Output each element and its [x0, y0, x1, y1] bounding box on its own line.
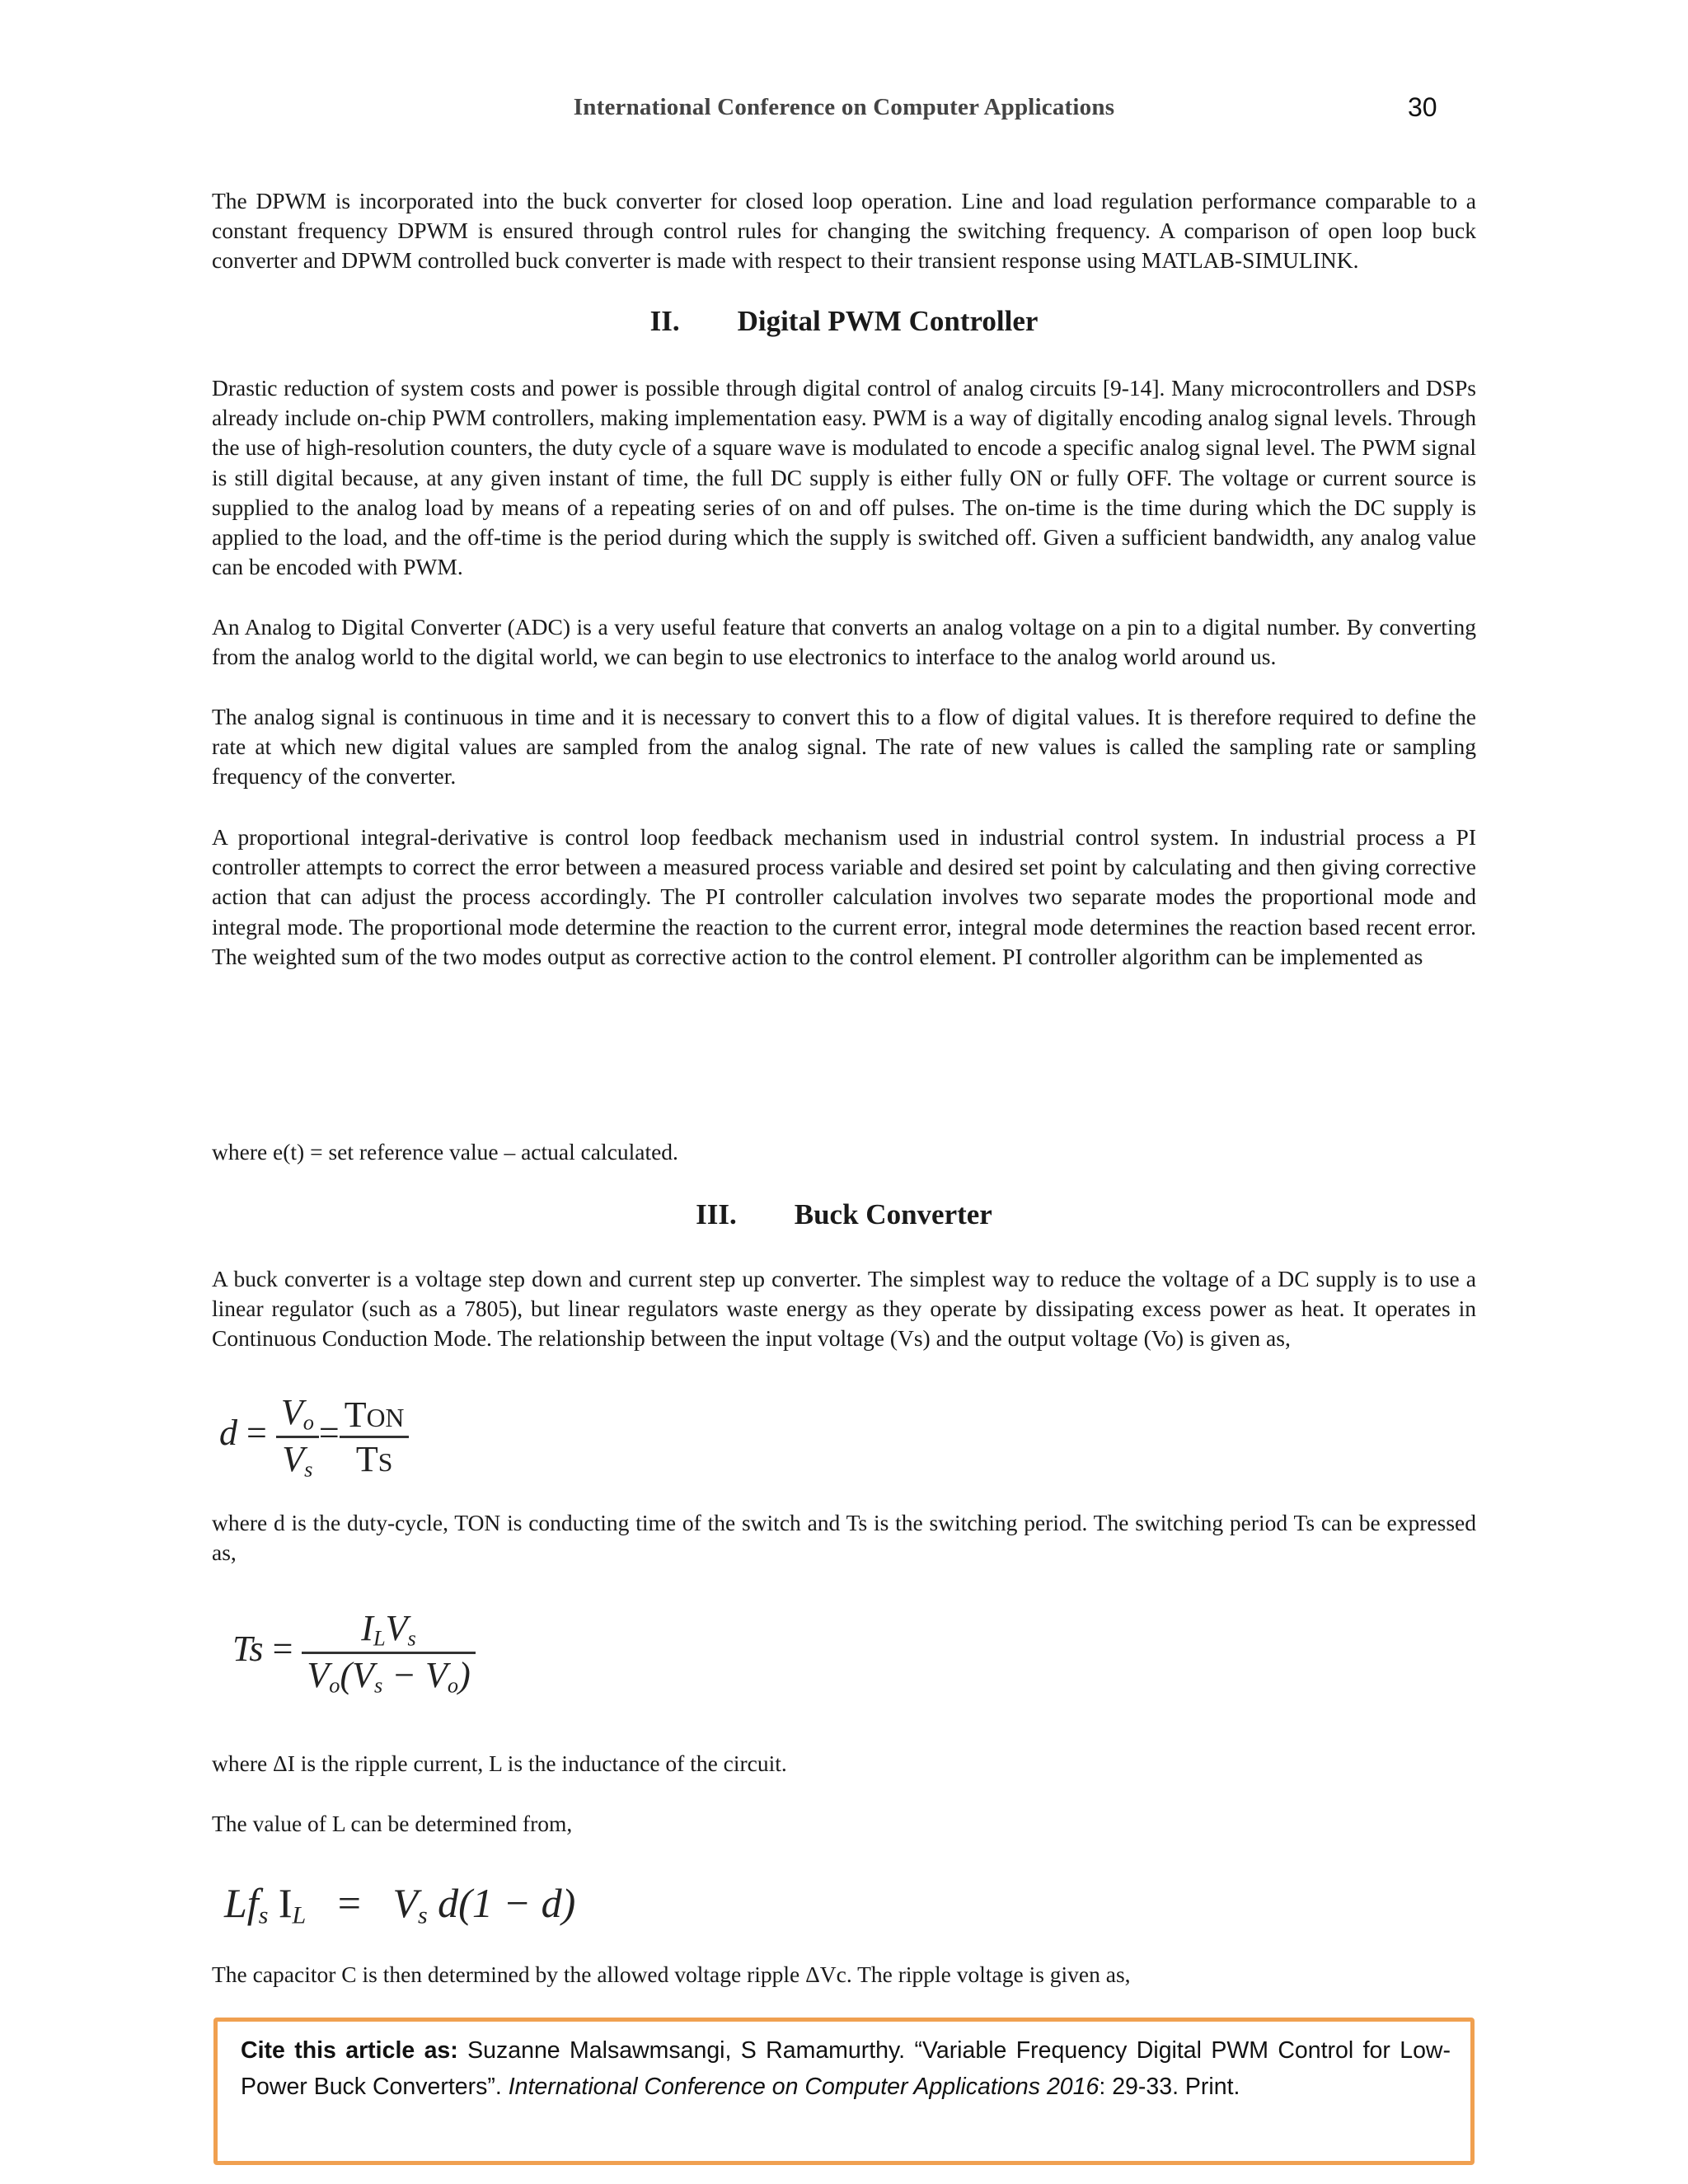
citation-venue: International Conference on Computer Applications 2016: [508, 2074, 1100, 2100]
eq-subscript: s: [417, 1901, 428, 1929]
eq-subscript: S: [377, 1447, 393, 1477]
page-number: 30: [1408, 92, 1437, 122]
eq-symbol: I: [361, 1608, 373, 1648]
duty-cycle-equation: [219, 1391, 409, 1482]
capacitor-paragraph: The capacitor C is then determined by the allowed voltage ripple ΔVc. The ripple voltage is given as,: [212, 1961, 1131, 1987]
eq-symbol: V: [392, 1880, 418, 1926]
section-number: III.: [696, 1198, 737, 1230]
eq-fraction: [276, 1391, 319, 1482]
eq-subscript: L: [373, 1625, 386, 1651]
eq-symbol: V: [282, 1438, 305, 1479]
eq-symbol: V: [307, 1654, 330, 1695]
eq-subscript: s: [258, 1901, 269, 1929]
inductance-intro: The value of L can be determined from,: [212, 1811, 573, 1836]
eq-subscript: L: [292, 1901, 307, 1929]
eq-subscript: s: [407, 1625, 416, 1651]
citation-pages: : 29-33. Print.: [1099, 2074, 1240, 2100]
eq-subscript: o: [302, 1409, 314, 1435]
eq-symbol: Ts: [232, 1629, 264, 1670]
eq-operator: =: [246, 1413, 267, 1454]
eq-subscript: s: [374, 1672, 383, 1698]
eq-symbol: (V: [340, 1654, 375, 1695]
eq-symbol: − V: [382, 1654, 448, 1695]
section-heading-buck-converter: [0, 1198, 1688, 1231]
intro-paragraph: The DPWM is incorporated into the buck converter for closed loop operation. Line and load regulation performance comparable to a constant frequency DPWM is ensured through control rules for changing the switching frequency. A comparison of open loop buck converter and DPWM controlled buck converter is made with respect to their transient response using MATLAB-SIMULINK.: [212, 188, 1476, 274]
switching-period-equation: [232, 1607, 476, 1698]
running-head: International Conference on Computer Applications: [573, 94, 1115, 120]
buck-paragraph: A buck converter is a voltage step down and current step up converter. The simplest way to reduce the voltage of a DC supply is to use a linear regulator (such as a 7805), but linear regulators waste energy as they operate by dissipating excess power as heat. It operates in Continuous Conduction Mode. The relationship between the input voltage (Vs) and the output voltage (Vo) is given as,: [212, 1266, 1476, 1352]
eq-subscript: o: [447, 1672, 459, 1698]
eq-symbol: I: [268, 1880, 293, 1926]
eq-symbol: T: [355, 1438, 378, 1479]
duty-cycle-explanation: where d is the duty-cycle, TON is conducting time of the switch and Ts is the switching period. The switching period Ts can be expressed as,: [212, 1510, 1476, 1566]
citation-authors-title: Suzanne Malsawmsangi, S Ramamurthy. “Variable Frequency Digital PWM Control for Low-Power Buck Converters”.: [241, 2037, 1451, 2100]
eq-symbol: V: [280, 1392, 303, 1432]
section-title: Buck Converter: [794, 1198, 992, 1230]
eq-symbol: Lf: [224, 1880, 259, 1926]
section-heading-digital-pwm: [0, 305, 1688, 338]
citation-text: [241, 2032, 1451, 2105]
section-number: II.: [649, 305, 680, 337]
ripple-current-explanation: where ΔI is the ripple current, L is the inductance of the circuit.: [212, 1750, 787, 1776]
citation-box: [213, 2018, 1475, 2165]
eq-operator: =: [318, 1413, 340, 1454]
error-definition: where e(t) = set reference value – actual calculated.: [212, 1139, 678, 1165]
pid-paragraph: A proportional integral-derivative is control loop feedback mechanism used in industrial control system. In industrial process a PI controller attempts to correct the error between a measured process variable and desired set point by calculating and then giving corrective action that can adjust the process accordingly. The PI controller calculation involves two separate modes the proportional mode and integral mode. The proportional mode determine the reaction to the current error, integral mode determines the reaction based recent error. The weighted sum of the two modes output as corrective action to the control element. PI controller algorithm can be implemented as: [212, 824, 1476, 969]
eq-operator: =: [337, 1880, 361, 1926]
eq-symbol: d: [219, 1413, 237, 1454]
eq-subscript: o: [329, 1672, 340, 1698]
eq-symbol: d(1 − d): [427, 1880, 576, 1926]
adc-paragraph: An Analog to Digital Converter (ADC) is a very useful feature that converts an analog voltage on a pin to a digital number. By converting from the analog world to the digital world, we can begin to use electronics to interface to the analog world around us.: [212, 614, 1476, 670]
eq-symbol: T: [344, 1394, 367, 1435]
eq-fraction: [302, 1607, 475, 1698]
eq-symbol: ): [458, 1654, 471, 1695]
citation-label: Cite this article as:: [241, 2037, 458, 2064]
eq-subscript: ON: [366, 1403, 405, 1432]
section-title: Digital PWM Controller: [737, 305, 1039, 337]
analog-signal-paragraph: The analog signal is continuous in time and it is necessary to convert this to a flow of digital values. It is therefore required to define the rate at which new digital values are sampled from the analog signal. The rate of new values is called the sampling rate or sampling frequency of the converter.: [212, 704, 1476, 790]
eq-operator: =: [272, 1629, 293, 1670]
eq-fraction: [340, 1394, 410, 1480]
pwm-paragraph: Drastic reduction of system costs and power is possible through digital control of analog circuits [9-14]. Many microcontrollers and DSPs already include on-chip PWM controllers, making implementation easy. PWM is a way of digitally encoding analog signal levels. Through the use of high-resolution counters, the duty cycle of a square wave is modulated to encode a specific analog signal level. The PWM signal is still digital because, at any given instant of time, the full DC supply is either fully ON or fully OFF. The voltage or current source is supplied to the analog load by means of a repeating series of on and off pulses. The on-time is the time during which the DC supply is applied to the load, and the off-time is the period during which the supply is switched off. Given a sufficient bandwidth, any analog value can be encoded with PWM.: [212, 375, 1476, 580]
inductance-equation: [224, 1879, 575, 1930]
eq-symbol: V: [385, 1608, 408, 1648]
eq-subscript: s: [304, 1456, 313, 1482]
